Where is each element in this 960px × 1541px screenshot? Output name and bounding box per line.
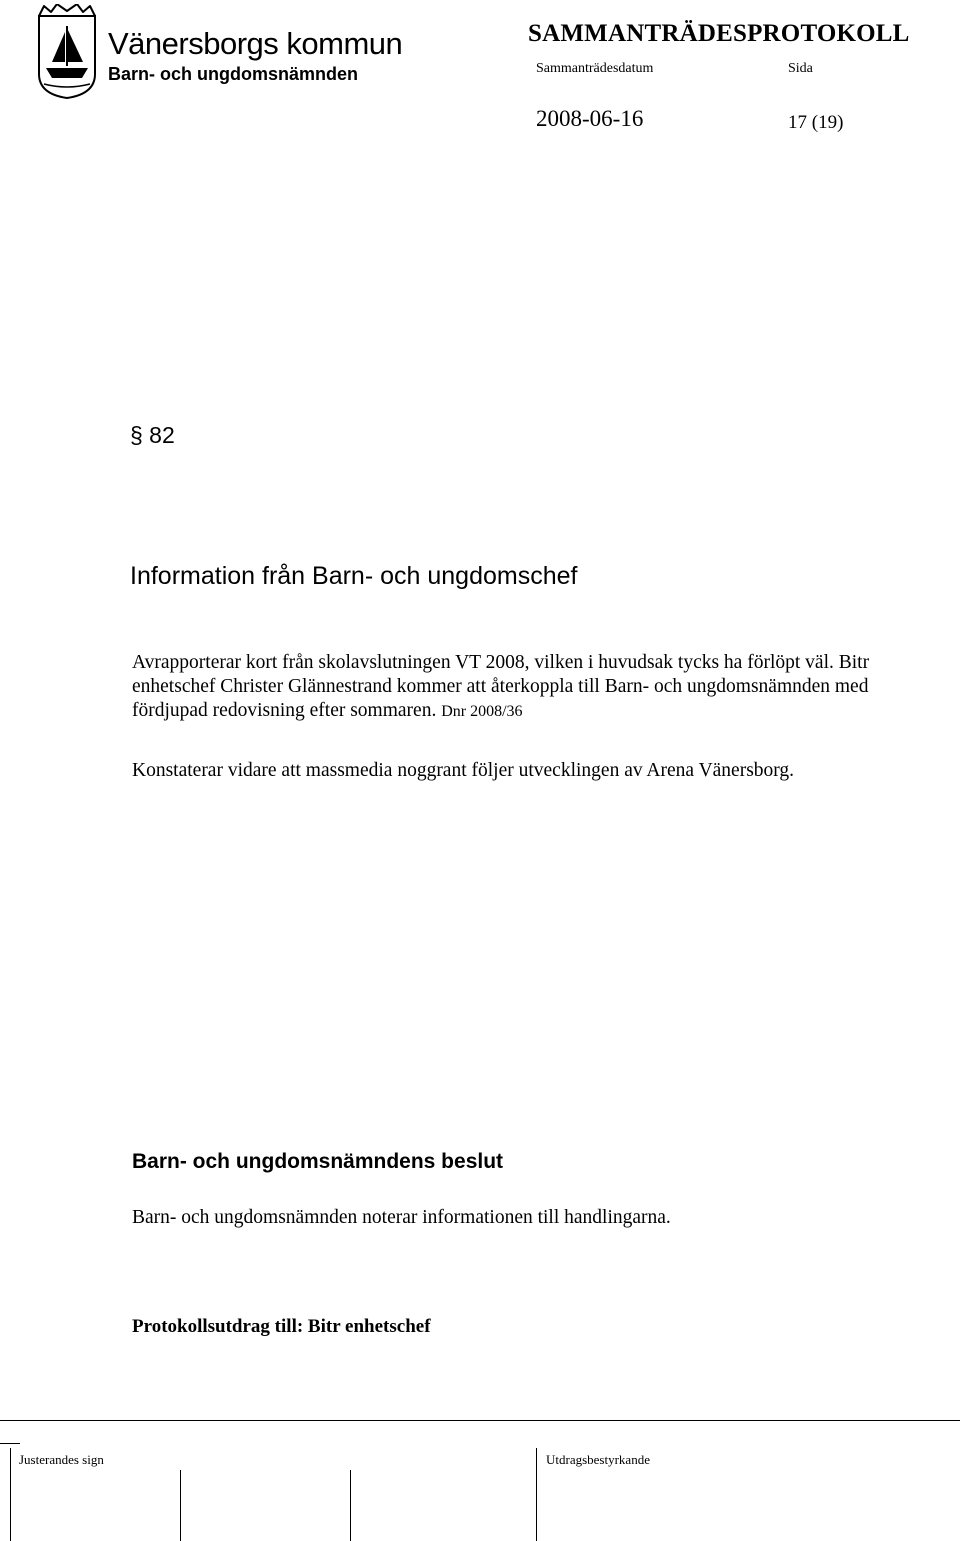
extract-certification-label: Utdragsbestyrkande: [546, 1452, 650, 1467]
footer-tick: [0, 1443, 20, 1444]
reference-number: Dnr 2008/36: [441, 703, 523, 720]
footer-divider: [0, 1420, 960, 1421]
sign-box-border: [350, 1470, 351, 1541]
paragraph-text: Avrapporterar kort från skolavslutningen VT 2008, vilken i huvudsak tycks ha förlöpt väl. Bitr enhetschef Christer Glännestrand kommer att återkoppla till Barn- och ungdomsnämnden med fördjupad redovisning efter sommaren.: [132, 652, 870, 721]
meeting-date-label: Sammanträdesdatum: [536, 61, 654, 76]
sign-box-border: [10, 1448, 11, 1541]
document-type: SAMMANTRÄDESPROTOKOLL: [528, 20, 910, 47]
distribution-list: Protokollsutdrag till: Bitr enhetschef: [132, 1316, 431, 1337]
organization-name: Vänersborgs kommun: [108, 26, 403, 61]
information-paragraph: [132, 651, 932, 724]
section-heading: Information från Barn- och ungdomschef: [130, 562, 578, 590]
page-number: 17 (19): [788, 112, 844, 133]
department-name: Barn- och ungdomsnämnden: [108, 64, 359, 84]
decision-heading: Barn- och ungdomsnämndens beslut: [132, 1150, 504, 1173]
page-label: Sida: [788, 61, 813, 76]
decision-text: Barn- och ungdomsnämnden noterar informationen till handlingarna.: [132, 1207, 671, 1228]
section-number: § 82: [130, 422, 175, 448]
signature-label: Justerandes sign: [19, 1452, 104, 1467]
municipal-crest-icon: [36, 4, 98, 100]
extract-box-border: [536, 1448, 537, 1541]
meeting-date: 2008-06-16: [536, 106, 644, 131]
media-paragraph: Konstaterar vidare att massmedia noggrant följer utvecklingen av Arena Vänersborg.: [132, 760, 795, 781]
sign-box-border: [180, 1470, 181, 1541]
